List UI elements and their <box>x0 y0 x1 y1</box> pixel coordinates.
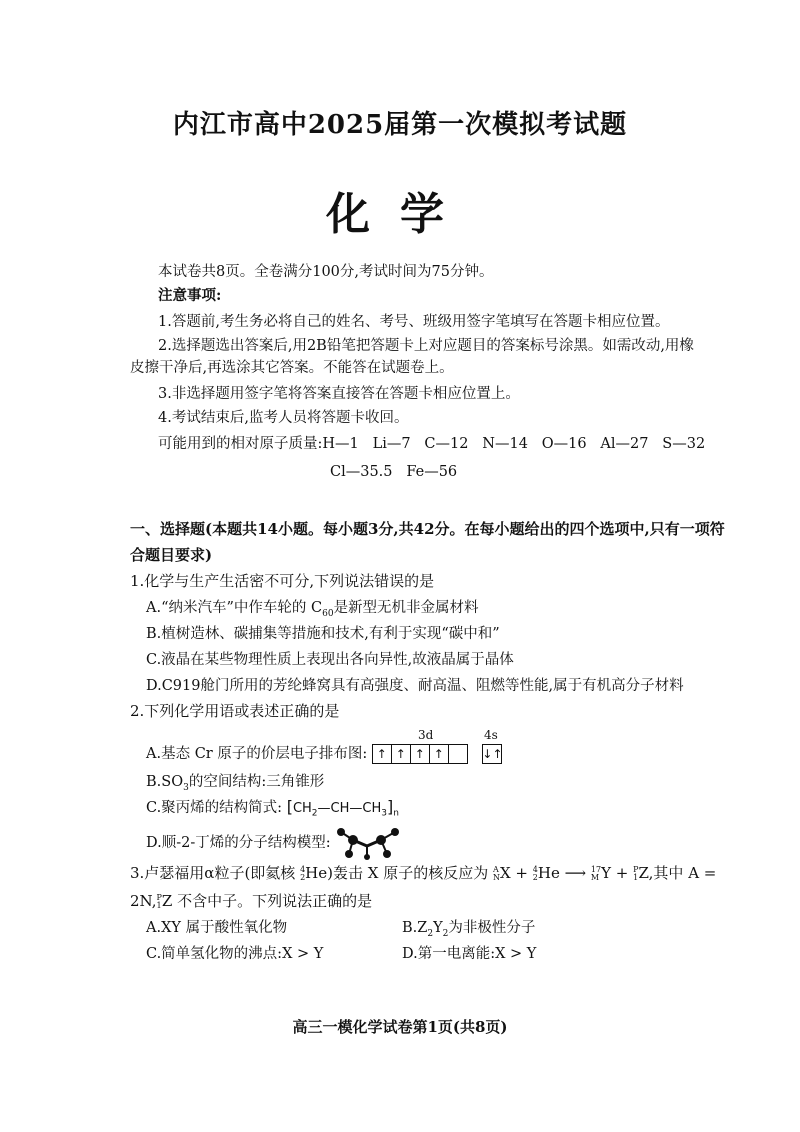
question-3-option-d: D.第一电离能:X > Y <box>402 946 537 962</box>
question-2-option-d <box>146 826 401 860</box>
orbital-3d-5 <box>449 745 467 763</box>
q3-stem-3: X + <box>499 864 528 882</box>
notice-2a: 2.选择题选出答案后,用2B铅笔把答题卡上对应题目的答案标号涂黑。如需改动,用橡 <box>158 338 694 354</box>
y-nuclide <box>591 866 601 882</box>
question-1-option-d: D.C919舱门所用的芳纶蜂窝具有高强度、耐高温、阻燃等性能,属于有机高分子材料 <box>146 678 684 694</box>
question-1-option-a <box>146 596 479 619</box>
q3-stem-6: Z,其中 A = <box>638 864 717 882</box>
orbital-3d-4: ↑ <box>430 745 449 763</box>
y-charge: M <box>590 873 600 882</box>
question-3-option-b <box>402 916 535 939</box>
formula-bracket-open: [ <box>286 797 293 816</box>
he-mass-1: 4 <box>300 865 306 874</box>
formula-sub-3: 3 <box>381 808 387 819</box>
question-3-option-a: A.XY 属于酸性氧化物 <box>146 920 288 936</box>
q3-b-sub-1: 2 <box>427 928 434 939</box>
x-charge: N <box>492 873 500 882</box>
orbital-3d-2: ↑ <box>392 745 411 763</box>
q2-a-text: A.基态 Cr 原子的价层电子排布图: <box>146 746 368 762</box>
formula-part-a: CH <box>292 801 312 816</box>
section-heading: 一、选择题(本题共14小题。每小题3分,共42分。在每小题给出的四个选项中,只有一项符 <box>130 520 725 538</box>
atomic-mass-label-text: 可能用到的相对原子质量: <box>158 436 323 452</box>
atomic-mass-label <box>158 434 705 454</box>
q2-b-sub: 3 <box>183 782 189 793</box>
question-1-stem: 1.化学与生产生活密不可分,下列说法错误的是 <box>130 572 435 590</box>
q3-b-mid: Y <box>433 920 443 936</box>
q3-stem-4: He ⟶ <box>537 864 587 882</box>
formula-n: n <box>393 808 399 819</box>
z-mass-2: P <box>156 893 162 902</box>
page-footer: 高三一模化学试卷第1页(共8页) <box>292 1018 508 1036</box>
q3-stem-5: Y + <box>601 864 629 882</box>
q1-a-pre: A.“纳米汽车”中作车轮的 C <box>146 600 323 616</box>
q2-c-pre: C.聚丙烯的结构简式: <box>146 800 283 816</box>
z-charge-1: 1 <box>633 873 639 882</box>
notice-1: 1.答题前,考生务必将自己的姓名、考号、班级用签字笔填写在答题卡相应位置。 <box>158 314 670 330</box>
he-charge-2: 2 <box>532 873 538 882</box>
q2-b-post: 的空间结构:三角锥形 <box>188 774 325 790</box>
q1-a-sub: 60 <box>322 608 334 619</box>
notice-2b: 皮擦干净后,再选涂其它答案。不能答在试题卷上。 <box>130 360 454 376</box>
formula-bracket-close: ] <box>386 797 394 816</box>
question-3-stem <box>130 862 716 883</box>
exam-title: 内江市高中2025届第一次模拟考试题 <box>172 110 628 140</box>
y-mass: 17 <box>590 865 602 874</box>
notice-3: 3.非选择题用签字笔将答案直接答在答题卡相应位置上。 <box>158 386 520 402</box>
question-1-option-c: C.液晶在某些物理性质上表现出各向异性,故液晶属于晶体 <box>146 652 514 668</box>
orbital-3d-boxes <box>372 744 468 764</box>
x-mass: A <box>492 865 499 874</box>
intro-line: 本试卷共8页。全卷满分100分,考试时间为75分钟。 <box>158 264 494 280</box>
cis-2-butene-model-icon <box>335 826 401 860</box>
subject-title: 化学 <box>326 189 474 240</box>
question-1-option-b: B.植树造林、碳捕集等措施和技术,有利于实现“碳中和” <box>146 626 500 642</box>
q3-b-post: 为非极性分子 <box>448 920 536 936</box>
q3-stem-b2: Z 不含中子。下列说法正确的是 <box>161 892 373 910</box>
q2-d-text: D.顺-2-丁烯的分子结构模型: <box>146 835 331 851</box>
q2-b-pre: B.SO <box>146 774 184 790</box>
question-3-stem-cont <box>130 890 372 911</box>
formula-sub-2: 2 <box>311 808 318 819</box>
q3-stem-1: 3.卢瑟福用α粒子(即氦核 <box>130 864 296 882</box>
question-2-option-c <box>146 796 399 819</box>
formula-part-b: —CH—CH <box>317 801 382 816</box>
he-mass-2: 4 <box>532 865 538 874</box>
orbital-4s-1: ↓↑ <box>482 747 503 761</box>
orbital-4s-box <box>482 744 502 764</box>
q3-b-sub-2: 2 <box>442 928 449 939</box>
q3-b-pre: B.Z <box>402 920 428 936</box>
q3-stem-2: He)轰击 X 原子的核反应为 <box>305 864 489 882</box>
z-mass-1: P <box>633 865 639 874</box>
z-charge-2: 1 <box>156 901 162 910</box>
notice-4: 4.考试结束后,监考人员将答题卡收回。 <box>158 410 409 426</box>
notice-title: 注意事项: <box>158 287 222 304</box>
question-2-stem: 2.下列化学用语或表述正确的是 <box>130 702 340 720</box>
question-2-option-b <box>146 770 324 793</box>
orbital-label-4s: 4s <box>484 728 498 742</box>
section-heading-cont: 合题目要求) <box>130 546 213 564</box>
atomic-mass-line-2: Cl—35.5 Fe—56 <box>330 464 458 480</box>
he-charge-1: 2 <box>300 873 306 882</box>
x-nuclide <box>493 866 500 882</box>
orbital-3d-3: ↑ <box>411 745 430 763</box>
orbital-label-3d: 3d <box>418 728 434 742</box>
q3-stem-b: 2N, <box>130 892 157 910</box>
orbital-3d-1: ↑ <box>373 745 392 763</box>
polypropylene-formula <box>286 797 399 819</box>
question-3-option-c: C.简单氢化物的沸点:X > Y <box>146 946 324 962</box>
question-2-option-a <box>146 742 502 764</box>
atomic-mass-line-1: H—1 Li—7 C—12 N—14 O—16 Al—27 S—32 <box>322 436 706 452</box>
q1-a-post: 是新型无机非金属材料 <box>333 600 479 616</box>
